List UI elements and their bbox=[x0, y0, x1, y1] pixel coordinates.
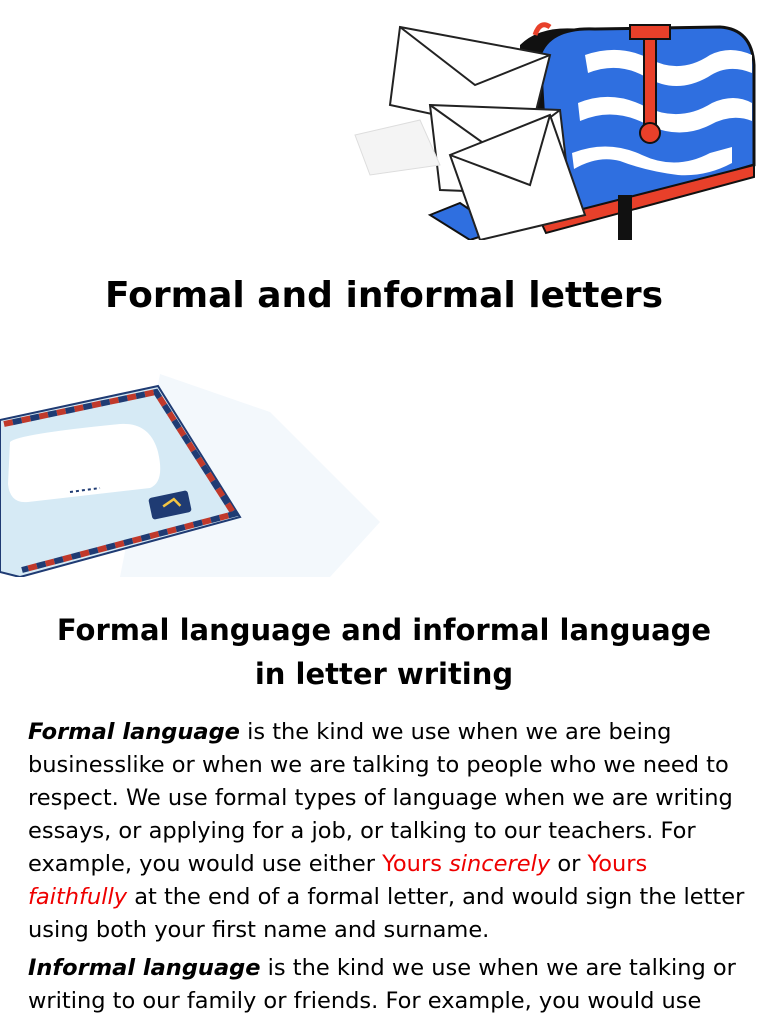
airmail-envelope-illustration bbox=[0, 372, 380, 577]
paragraph-text-end: at the end of a formal letter, and would sign the letter using both your first name and surname. bbox=[28, 884, 745, 943]
body-text bbox=[28, 716, 750, 1023]
section-heading: Formal language and informal language in letter writing bbox=[56, 613, 712, 691]
highlight-sincerely: sincerely bbox=[441, 851, 551, 877]
highlight-yours-2: Yours bbox=[587, 851, 648, 877]
paragraph-text: is the kind we use when we are being businesslike or when we are talking to people who we need to respect. We use formal types of language when we are writing essays, or applying for a job, or talking to our teachers. For example, you would use either bbox=[28, 719, 733, 877]
highlight-faithfully: faithfully bbox=[28, 884, 128, 910]
page-title: Formal and informal letters bbox=[104, 275, 664, 316]
informal-language-paragraph bbox=[28, 952, 750, 1018]
mailbox-with-letters-illustration bbox=[350, 15, 760, 240]
paragraph-text: is the kind we use when we are talking or writing to our family or friends. For example, you would use bbox=[28, 955, 736, 1014]
term-formal-language: Formal language bbox=[28, 719, 240, 745]
formal-language-paragraph bbox=[28, 716, 750, 947]
paragraph-text-or: or bbox=[550, 851, 588, 877]
term-informal-language: Informal language bbox=[28, 955, 261, 981]
highlight-yours: Yours bbox=[382, 851, 442, 877]
